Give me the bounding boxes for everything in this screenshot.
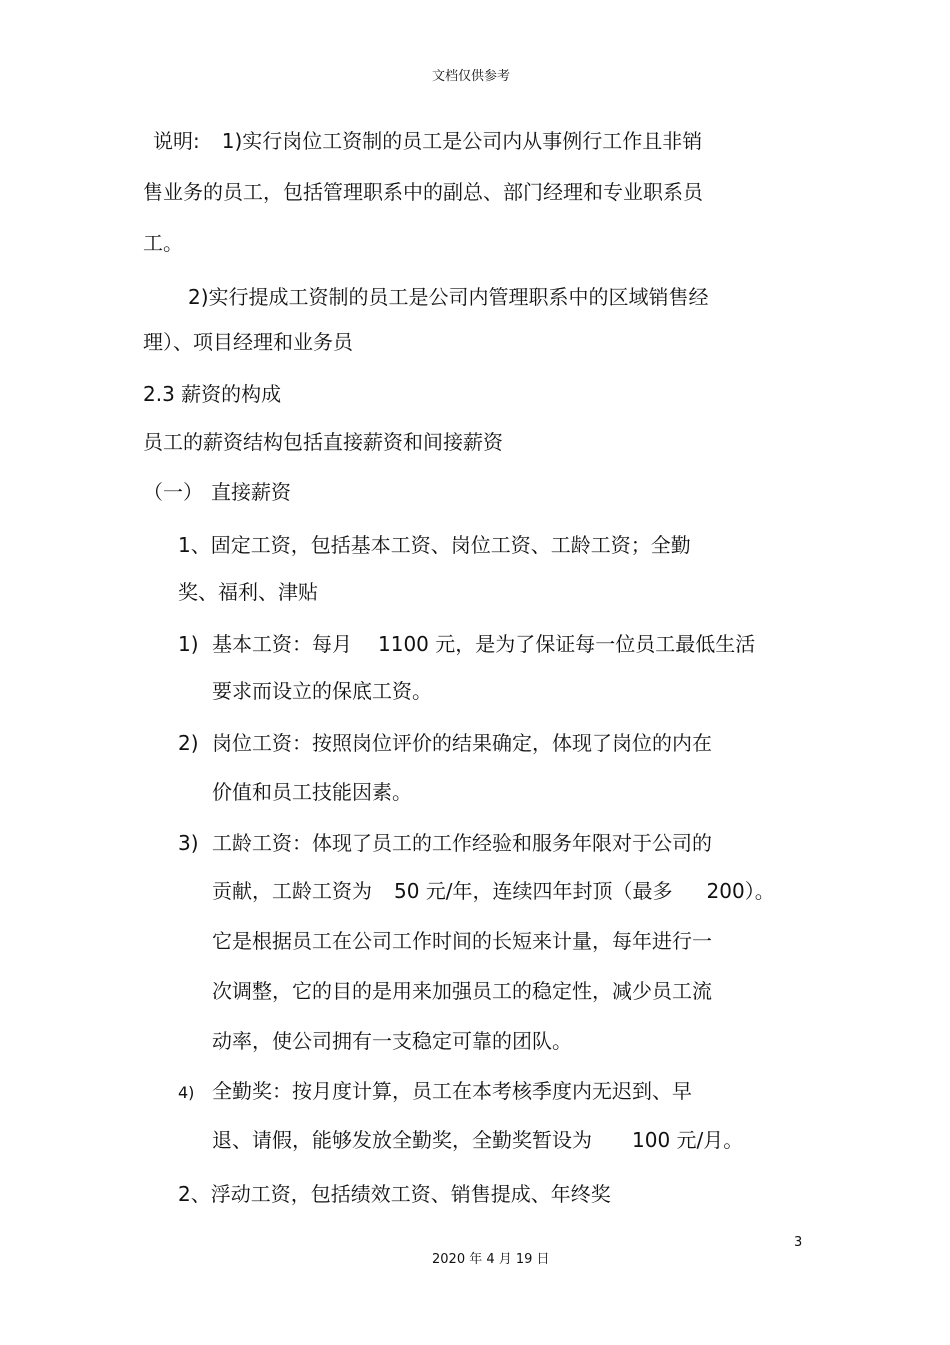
note-2-text: 实行提成工资制的员工是公司内管理职系中的区域销售经	[208, 285, 709, 309]
part-1-title: 直接薪资	[211, 480, 291, 504]
part-1-heading	[143, 480, 291, 504]
sub-3-line-4: 次调整，它的目的是用来加强员工的稳定性，减少员工流	[212, 979, 712, 1003]
sub-2-line-1: 岗位工资：按照岗位评价的结果确定，体现了岗位的内在	[212, 731, 712, 755]
sub-4-line-1: 全勤奖：按月度计算，员工在本考核季度内无迟到、早	[212, 1079, 692, 1103]
sub-2-line-2: 价值和员工技能因素。	[212, 780, 412, 804]
section-title: 2.3 薪资的构成	[143, 382, 282, 406]
item-1-line-1: 1、固定工资，包括基本工资、岗位工资、工龄工资；全勤	[178, 533, 691, 557]
sub-1-line-1	[212, 632, 755, 656]
sub-1-text-b: 1100 元，是为了保证每一位员工最低生活	[378, 632, 756, 656]
sub-3-line-2	[212, 879, 775, 903]
sub-3-text-b: 50 元/年，连续四年封顶（最多	[394, 879, 673, 903]
sub-2-num: 2)	[178, 731, 199, 755]
sub-4-line-2	[212, 1128, 743, 1152]
item-2-line: 2、浮动工资，包括绩效工资、销售提成、年终奖	[178, 1182, 611, 1206]
item-1-line-2: 奖、福利、津贴	[178, 580, 318, 604]
note-2-line-1	[188, 285, 709, 309]
sub-4-num: 4)	[178, 1083, 195, 1102]
note-line-3: 工。	[143, 231, 183, 255]
sub-4-text-a: 退、请假，能够发放全勤奖，全勤奖暂设为	[212, 1128, 592, 1152]
sub-3-line-5: 动率，使公司拥有一支稳定可靠的团队。	[212, 1029, 572, 1053]
sub-1-num: 1)	[178, 632, 199, 656]
note-2-num: 2)	[188, 285, 209, 309]
sub-3-line-1: 工龄工资：体现了员工的工作经验和服务年限对于公司的	[212, 831, 712, 855]
note-line-1	[153, 129, 702, 153]
note-1-text: 实行岗位工资制的员工是公司内从事例行工作且非销	[242, 129, 703, 153]
page-header: 文档仅供参考	[432, 69, 511, 84]
note-line-2: 售业务的员工，包括管理职系中的副总、部门经理和专业职系员	[143, 180, 703, 204]
note-label: 说明:	[153, 129, 200, 153]
note-2-line-2: 理）、项目经理和业务员	[143, 330, 353, 354]
sub-3-num: 3)	[178, 831, 199, 855]
sub-4-text-b: 100 元/月。	[632, 1128, 744, 1152]
sub-1-line-2: 要求而设立的保底工资。	[212, 679, 432, 703]
sub-1-text-a: 基本工资：每月	[212, 632, 352, 656]
intro-line: 员工的薪资结构包括直接薪资和间接薪资	[143, 430, 503, 454]
page-number: 3	[794, 1235, 803, 1250]
footer-date: 2020 年 4 月 19 日	[432, 1252, 550, 1267]
sub-3-text-c: 200）。	[706, 879, 775, 903]
note-1-num: 1)	[221, 129, 243, 153]
sub-3-text-a: 贡献，工龄工资为	[212, 879, 372, 903]
sub-3-line-3: 它是根据员工在公司工作时间的长短来计量，每年进行一	[212, 929, 712, 953]
part-1-num: （一）	[143, 480, 203, 504]
